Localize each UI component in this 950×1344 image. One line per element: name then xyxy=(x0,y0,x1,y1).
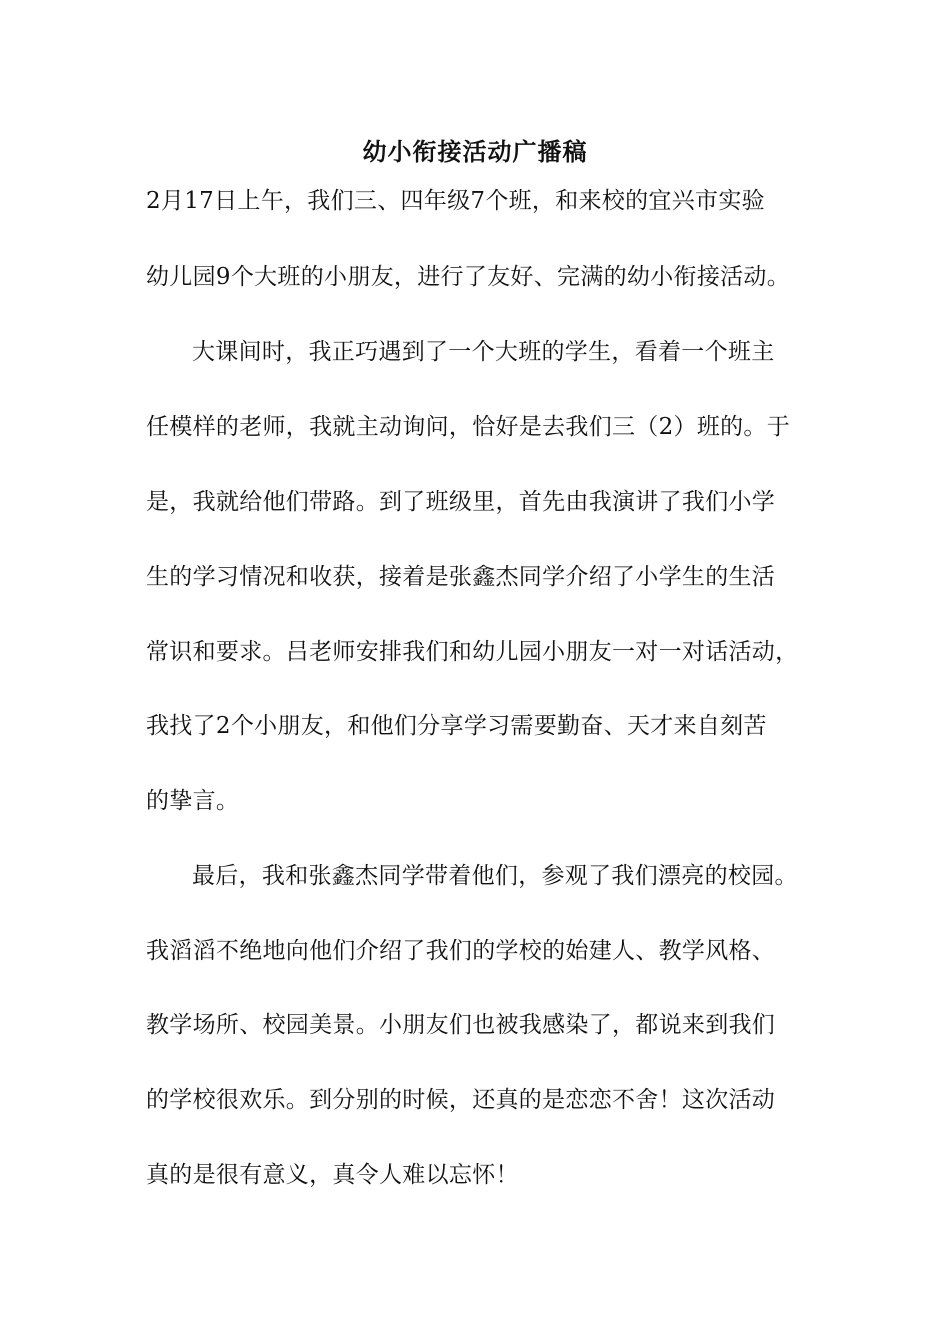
paragraph-2-line-6: 我找了2个小朋友，和他们分享学习需要勤奋、天才来自刻苦 xyxy=(146,713,767,739)
paragraph-2-line-4: 生的学习情况和收获，接着是张鑫杰同学介绍了小学生的生活 xyxy=(146,564,776,590)
paragraph-2-line-2: 任模样的老师，我就主动询问，恰好是去我们三（2）班的。于 xyxy=(146,414,791,440)
document-title: 幼小衔接活动广播稿 xyxy=(362,137,588,166)
paragraph-2-line-5: 常识和要求。吕老师安排我们和幼儿园小朋友一对一对话活动， xyxy=(146,639,799,665)
paragraph-2-line-3: 是，我就给他们带路。到了班级里，首先由我演讲了我们小学 xyxy=(146,489,776,515)
paragraph-3-line-1: 最后，我和张鑫杰同学带着他们，参观了我们漂亮的校园。 xyxy=(192,863,798,889)
paragraph-2-line-7: 的挚言。 xyxy=(146,788,240,814)
paragraph-2-line-1: 大课间时，我正巧遇到了一个大班的学生，看着一个班主 xyxy=(192,339,775,365)
paragraph-3-line-5: 真的是很有意义，真令人难以忘怀！ xyxy=(146,1162,519,1188)
paragraph-3-line-4: 的学校很欢乐。到分别的时候，还真的是恋恋不舍！这次活动 xyxy=(146,1087,776,1113)
paragraph-1-line-1: 2月17日上午，我们三、四年级7个班，和来校的宜兴市实验 xyxy=(146,188,765,214)
paragraph-3-line-2: 我滔滔不绝地向他们介绍了我们的学校的始建人、教学风格、 xyxy=(146,938,776,964)
paragraph-3-line-3: 教学场所、校园美景。小朋友们也被我感染了，都说来到我们 xyxy=(146,1012,776,1038)
paragraph-1-line-2: 幼儿园9个大班的小朋友，进行了友好、完满的幼小衔接活动。 xyxy=(146,264,791,290)
